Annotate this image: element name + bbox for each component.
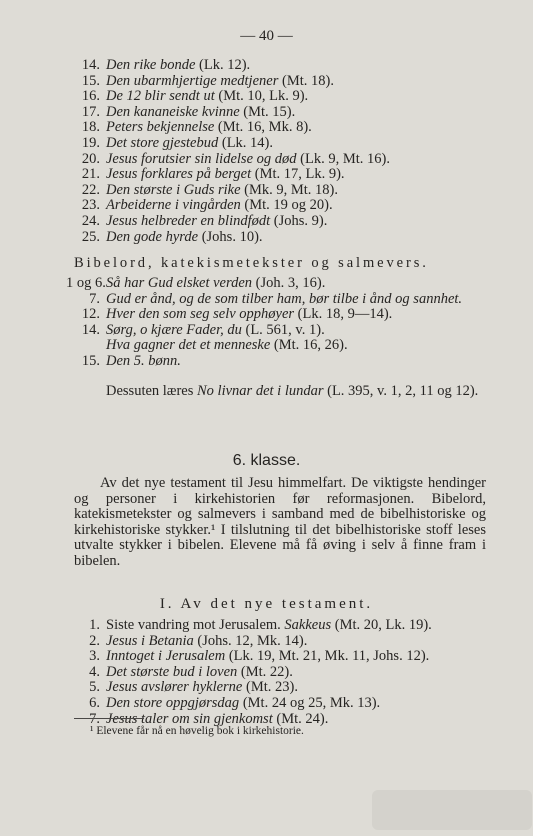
list-item <box>74 649 432 665</box>
bibelord-item <box>74 354 486 370</box>
footnote-rule <box>74 718 144 719</box>
item-text: Den 5. bønn. <box>106 352 181 369</box>
item-reference: (Lk. 14). <box>221 134 273 151</box>
item-number: 24. <box>81 212 100 229</box>
item-body <box>106 58 250 74</box>
bibelord-item <box>74 292 486 308</box>
item-title: Den største i Guds rike <box>106 181 241 198</box>
item-number: 22. <box>81 181 100 198</box>
item-body <box>106 338 476 354</box>
story-list-6th-class <box>74 618 432 727</box>
list-item <box>74 105 390 121</box>
item-title: Jesus i Betania <box>106 632 194 649</box>
item-body <box>106 152 390 168</box>
item-reference: (Mt. 22). <box>240 663 293 680</box>
item-reference: (Johs. 10). <box>201 228 263 245</box>
item-reference: (Mt. 16, 26). <box>273 337 348 354</box>
item-reference: (Mt. 23). <box>246 679 298 696</box>
item-reference: (Mt. 15). <box>243 103 296 120</box>
item-reference: (Mt. 18). <box>281 72 334 89</box>
item-number: 17. <box>81 103 100 120</box>
list-item <box>74 58 390 74</box>
list-item <box>74 618 432 634</box>
bibelord-extra <box>74 384 486 400</box>
class-description: Av det nye testament til Jesu himmelfart. De viktigste hendinger og personer i kirkehistorien før reformasjonen. Bibelord, katekismetekster og salmevers i samband med de bibelhistoriske og kirkehistoriske stykker.¹ I tilslutning til det bibelhistoriske stoff leses utvalte stykker i bibelen. Elevene må få øving i selv å finne fram i bibelen. <box>74 475 486 569</box>
list-item <box>74 198 390 214</box>
item-reference: (Joh. 3, 16). <box>255 275 326 291</box>
list-item <box>74 89 390 105</box>
item-text: Gud er ånd, og de som tilber ham, bør tilbe i ånd og sannhet. <box>106 290 463 307</box>
list-item <box>74 214 390 230</box>
list-item <box>74 680 432 696</box>
item-reference: (Mt. 20, Lk. 19). <box>334 617 432 633</box>
item-body <box>106 198 333 214</box>
item-text: Så har Gud elsket verden <box>106 275 253 291</box>
item-body <box>106 105 295 121</box>
item-number: 18. <box>81 119 100 136</box>
paper-stain <box>372 790 532 830</box>
bibelord-extra-prefix: Dessuten læres <box>106 383 194 399</box>
item-extra: Sakkeus <box>284 617 332 633</box>
item-number: 25. <box>81 228 100 245</box>
item-title: Jesus avslører hyklerne <box>106 679 243 696</box>
item-reference: (Lk. 18, 9—14). <box>297 306 393 323</box>
item-text: Hver den som seg selv opphøyer <box>106 306 295 323</box>
item-reference: (Mk. 9, Mt. 18). <box>244 181 338 198</box>
item-number: 12. <box>81 306 100 323</box>
item-reference: (Lk. 12). <box>199 57 251 73</box>
list-item <box>74 696 432 712</box>
item-body <box>106 292 476 308</box>
list-item <box>74 634 432 650</box>
item-body <box>106 230 263 246</box>
item-body <box>106 276 476 292</box>
list-item <box>74 74 390 90</box>
item-reference: (Mt. 16, Mk. 8). <box>217 119 312 136</box>
item-number: 19. <box>81 134 100 151</box>
item-body <box>106 649 429 665</box>
item-body <box>106 307 476 323</box>
item-title: Arbeiderne i vingården <box>106 197 241 214</box>
item-reference: (Lk. 9, Mt. 16). <box>300 150 390 167</box>
bibelord-item <box>74 338 486 354</box>
item-title: Jesus helbreder en blindfødt <box>106 212 271 229</box>
list-item <box>74 167 390 183</box>
item-body <box>106 183 338 199</box>
item-title: Den ubarmhjertige medtjener <box>106 72 279 89</box>
item-number: 3. <box>89 648 100 665</box>
item-number: 4. <box>89 663 100 680</box>
item-reference: (Mt. 17, Lk. 9). <box>254 166 345 183</box>
item-title: Peters bekjennelse <box>106 119 215 136</box>
bibelord-list <box>66 275 486 370</box>
item-number: 14. <box>81 57 100 73</box>
list-item <box>74 136 390 152</box>
item-body <box>106 136 273 152</box>
item-number: 14. <box>81 321 100 338</box>
class-heading: 6. klasse. <box>232 452 301 469</box>
item-number: 23. <box>81 197 100 214</box>
item-title: Jesus forklares på berget <box>106 166 252 183</box>
section-heading-text: I. Av det nye testament. <box>159 596 374 612</box>
item-body <box>106 680 298 696</box>
item-number: 7. <box>89 710 100 727</box>
item-body <box>106 214 327 230</box>
item-title: Den kananeiske kvinne <box>106 103 240 120</box>
item-body <box>106 354 476 370</box>
item-number: 1. <box>89 617 100 633</box>
footnote: ¹ Elevene får nå en høvelig bok i kirkehistorie. <box>90 725 304 737</box>
item-number: 1 og 6. <box>66 275 106 291</box>
item-number: 20. <box>81 150 100 167</box>
bibelord-item <box>74 323 486 339</box>
item-title: Den store oppgjørsdag <box>106 694 240 711</box>
item-reference: (Johs. 12, Mk. 14). <box>197 632 308 649</box>
bibelord-item <box>66 275 486 292</box>
item-body <box>106 696 380 712</box>
item-text: Hva gagner det et menneske <box>106 337 271 354</box>
item-body <box>106 167 345 183</box>
item-body <box>106 120 312 136</box>
item-body <box>106 89 308 105</box>
item-reference: (Mt. 10, Lk. 9). <box>218 88 309 105</box>
item-number: 5. <box>89 679 100 696</box>
item-body <box>106 634 307 650</box>
item-number: 15. <box>81 352 100 369</box>
item-body <box>106 74 334 90</box>
bibelord-extra-ref: (L. 395, v. 1, 2, 11 og 12). <box>327 383 479 399</box>
item-number: 15. <box>81 72 100 89</box>
item-number: 6. <box>89 694 100 711</box>
item-title: Det store gjestebud <box>106 134 219 151</box>
item-reference: (Mt. 19 og 20). <box>244 197 333 214</box>
bibelord-extra-title: No livnar det i lundar <box>197 383 324 399</box>
list-item <box>74 665 432 681</box>
item-reference: (Johs. 9). <box>273 212 328 229</box>
item-number: 21. <box>81 166 100 183</box>
item-title: Den rike bonde <box>106 57 196 73</box>
item-number: 16. <box>81 88 100 105</box>
item-title: Siste vandring mot Jerusalem. <box>106 617 281 633</box>
item-title: Det største bud i loven <box>106 663 238 680</box>
item-number <box>74 338 100 354</box>
bibelord-item <box>74 307 486 323</box>
list-item <box>74 183 390 199</box>
item-body <box>106 665 293 681</box>
bibelord-heading <box>74 256 486 272</box>
section-heading <box>0 596 533 613</box>
item-number: 2. <box>89 632 100 649</box>
item-title: De 12 blir sendt ut <box>106 88 215 105</box>
item-number: 7. <box>89 290 100 307</box>
page-number: — 40 — <box>240 28 293 44</box>
story-list-5th-class <box>74 58 390 245</box>
bibelord-heading-text: Bibelord, katekismetekster og salmevers. <box>74 255 429 271</box>
item-title: Jesus taler om sin gjenkomst <box>106 710 273 727</box>
item-body <box>106 618 432 634</box>
list-item <box>74 120 390 136</box>
list-item <box>74 230 390 246</box>
item-text: Sørg, o kjære Fader, du <box>106 321 242 338</box>
item-reference: (Lk. 19, Mt. 21, Mk. 11, Johs. 12). <box>228 648 430 665</box>
item-reference: (Mt. 24 og 25, Mk. 13). <box>242 694 381 711</box>
item-reference: (L. 561, v. 1). <box>245 321 325 338</box>
item-title: Inntoget i Jerusalem <box>106 648 226 665</box>
list-item <box>74 152 390 168</box>
item-reference: (Mt. 24). <box>276 710 329 727</box>
item-body <box>106 323 476 339</box>
item-title: Jesus forutsier sin lidelse og død <box>106 150 297 167</box>
item-title: Den gode hyrde <box>106 228 199 245</box>
